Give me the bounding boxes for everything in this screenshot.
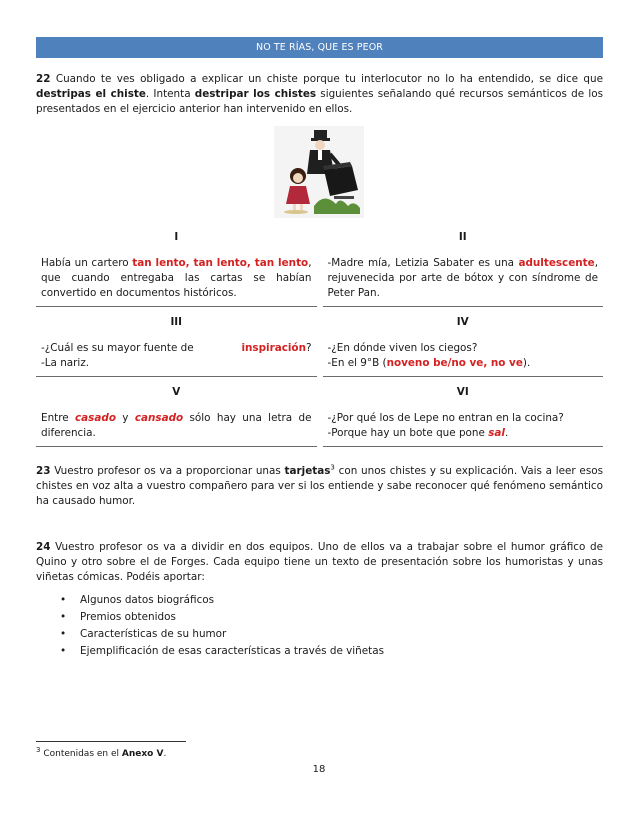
joke-3: -¿Cuál es su mayor fuente de inspiración? -La nariz. — [36, 341, 317, 377]
list-item: • Ejemplificación de esas características a través de viñetas — [58, 643, 598, 660]
footnote: $^3$ Contenidas en el Anexo V. — [36, 746, 167, 759]
list-item: • Características de su humor — [58, 626, 598, 643]
exercise-24-text: 24 Vuestro profesor os va a dividir en dos equipos. Uno de ellos va a trabajar sobre el humor gráfico de Quino y otro sobre el de Forges. Cada equipo tiene un texto de presentación sobre los humoristas y unas viñetas cómicas. Podéis aportar: — [36, 541, 603, 583]
page-number: 18 — [312, 764, 326, 775]
jokes-table — [36, 226, 603, 447]
joke-1: Había un cartero tan lento, tan lento, tan lento, que cuando entregaba las cartas se habían convertido en documentos históricos. — [36, 256, 317, 307]
chapter-banner — [36, 37, 603, 58]
joke-heading-5: V — [172, 386, 181, 398]
joke-heading-1: I — [174, 231, 179, 243]
list-item: • Algunos datos biográficos — [58, 592, 598, 609]
footnote-ref: 3 — [330, 463, 335, 472]
joke-4: -¿En dónde viven los ciegos? -En el 9°B (noveno be/no ve, no ve). — [323, 341, 604, 377]
joke-heading-6: VI — [456, 386, 469, 398]
exercise-22-text: 22 Cuando te ves obligado a explicar un chiste porque tu interlocutor no lo ha entendido, se dice que destripas el chiste. Intenta destripar los chistes siguientes señalando qué recursos semánticos de los presentados en el ejercicio anterior han intervenido en ellos. — [36, 73, 603, 115]
exercise-24-number: 24 — [36, 541, 51, 553]
chapter-title: NO TE RÍAS, QUE ES PEOR — [255, 42, 383, 53]
contribution-list — [58, 592, 598, 660]
exercise-23-number: 23 — [36, 465, 51, 477]
joke-5: Entre casado y cansado sólo hay una letra de diferencia. — [36, 411, 317, 447]
joke-heading-3: III — [170, 316, 183, 328]
joke-heading-4: IV — [456, 316, 469, 328]
joke-6: -¿Por qué los de Lepe no entran en la cocina? -Porque hay un bote que pone sal. — [323, 411, 604, 447]
list-item: • Premios obtenidos — [58, 609, 598, 626]
joke-heading-2: II — [458, 231, 467, 243]
exercise-23-text: 23 Vuestro profesor os va a proporcionar unas tarjetas$^3$ con unos chistes y su explicación. Vais a leer esos chistes en voz alta a vuestro compañero para ver si los entiende y sabe reconocer qué fenómeno semántico ha causado humor. — [36, 463, 604, 507]
joke-2: -Madre mía, Letizia Sabater es una adultescente, rejuvenecida por arte de bótox y con síndrome de Peter Pan. — [323, 256, 604, 307]
footnote-divider — [36, 741, 186, 742]
magician-hat-and-girl-icon — [274, 126, 364, 218]
exercise-22-number: 22 — [36, 73, 51, 85]
